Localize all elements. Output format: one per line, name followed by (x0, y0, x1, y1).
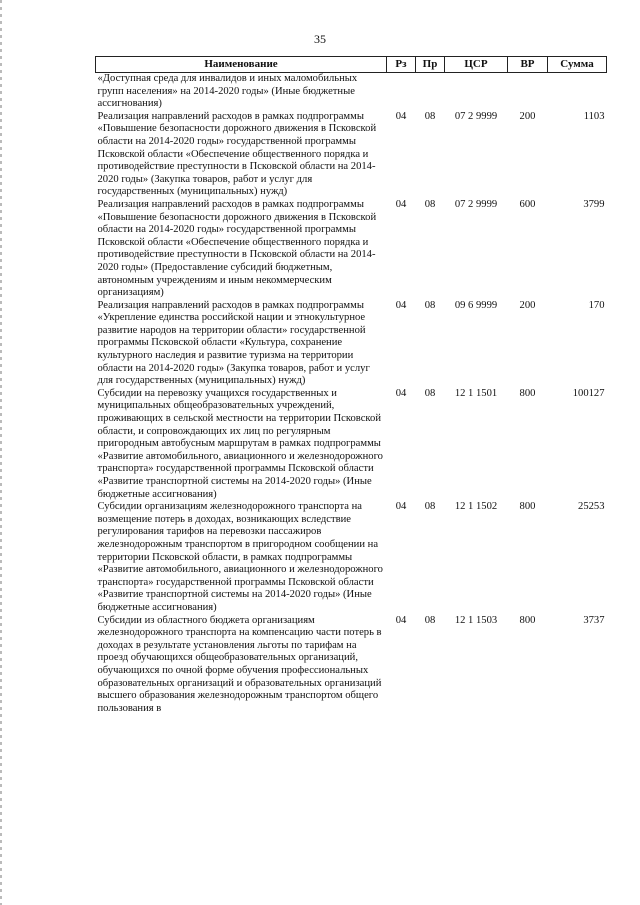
table-row (96, 300, 607, 388)
row-pr (416, 73, 445, 111)
row-name: Реализация направлений расходов в рамках подпрограммы «Укрепление единства российской нации и этнокультурное развитие народов на территории области» государственной программы Псковской области «Культура, сохранение культурного наследия и развитие туризма на территории области на 2014-2020 годы» (Закупка товаров, работ и услуг для государственных (муниципальных) нужд) (97, 299, 370, 387)
header-sum: Сумма (548, 57, 607, 73)
row-rz (387, 73, 416, 111)
row-pr: 08 (424, 501, 436, 513)
row-pr: 08 (424, 614, 436, 626)
budget-table (95, 56, 607, 715)
row-sum: 100127 (572, 387, 605, 399)
row-name: Субсидии на перевозку учащихся государственных и муниципальных общеобразовательных учреждений, проживающих в сельской местности на территории Псковской области, и сопровождающих их лиц по регулярным пригородным автобусным маршрутам в рамках подпрограммы «Развитие автомобильного, авиационного и железнодорожного транспорта» государственной программы Псковской области «Развитие транспортной системы на 2014-2020 годы» (Иные бюджетные ассигнования) (97, 387, 383, 500)
row-pr: 08 (424, 110, 436, 122)
header-name: Наименование (96, 57, 387, 73)
row-name: Субсидии организациям железнодорожного транспорта на возмещение потерь в доходах, возникающих вследствие регулирования тарифов на перевозки пассажиров железнодорожным транспортом в пригородном сообщении на территории Псковской области, в рамках подпрограммы «Развитие автомобильного, авиационного и железнодорожного транспорта» государственной программы Псковской области «Развитие транспортной системы на 2014-2020 годы» (Иные бюджетные ассигнования) (97, 501, 383, 613)
row-sum: 3799 (583, 198, 605, 210)
header-row (96, 57, 607, 73)
row-sum: 3737 (583, 614, 605, 626)
row-vr: 200 (519, 110, 536, 122)
row-vr: 600 (519, 198, 536, 210)
table-row (96, 615, 607, 716)
row-csr: 07 2 9999 (454, 198, 498, 210)
row-vr (508, 73, 548, 111)
row-vr: 800 (519, 387, 536, 399)
row-pr: 08 (424, 299, 436, 311)
header-csr: ЦСР (445, 57, 508, 73)
row-rz: 04 (395, 501, 407, 513)
row-csr: 12 1 1501 (454, 387, 498, 399)
page-number: 35 (314, 32, 326, 46)
row-vr: 800 (519, 501, 536, 513)
row-sum: 25253 (578, 501, 605, 513)
row-sum: 170 (588, 299, 605, 311)
row-csr: 12 1 1503 (454, 614, 498, 626)
row-vr: 200 (519, 299, 536, 311)
row-csr: 12 1 1502 (454, 501, 498, 513)
row-vr: 800 (519, 614, 536, 626)
row-name: Реализация направлений расходов в рамках подпрограммы «Повышение безопасности дорожного движения в Псковской области на 2014-2020 годы» государственной программы Псковской области «Обеспечение общественного порядка и противодействие преступности в Псковской области на 2014-2020 годы» (Предоставление субсидий бюджетным, автономным учреждениям и иным некоммерческим организациям) (97, 198, 377, 299)
header-pr: Пр (416, 57, 445, 73)
table-header (96, 57, 607, 73)
row-rz: 04 (395, 198, 407, 210)
row-pr: 08 (424, 387, 436, 399)
table-row (96, 73, 607, 111)
table-row (96, 111, 607, 199)
row-sum (548, 73, 607, 111)
row-rz: 04 (395, 110, 407, 122)
row-name: «Доступная среда для инвалидов и иных маломобильных групп населения» на 2014-2020 годы» (Иные бюджетные ассигнования) (97, 73, 358, 110)
row-csr: 07 2 9999 (454, 110, 498, 122)
header-rz: Рз (387, 57, 416, 73)
row-pr: 08 (424, 198, 436, 210)
row-rz: 04 (395, 299, 407, 311)
scan-edge (0, 0, 2, 905)
row-csr: 09 6 9999 (454, 299, 498, 311)
table-row (96, 199, 607, 300)
table-row (96, 501, 607, 614)
row-name: Субсидии из областного бюджета организациям железнодорожного транспорта на компенсацию части потерь в доходах в результате установления льготы по тарифам на проезд обучающихся общеобразовательных организаций, обучающихся по очной форме обучения профессиональных образовательных организаций и образовательных организаций высшего образования железнодорожным транспортом общего пользования в (97, 614, 382, 714)
row-sum: 1103 (583, 110, 605, 122)
row-csr (445, 73, 508, 111)
row-rz: 04 (395, 614, 407, 626)
table-row (96, 388, 607, 501)
header-vr: ВР (508, 57, 548, 73)
row-rz: 04 (395, 387, 407, 399)
row-name: Реализация направлений расходов в рамках подпрограммы «Повышение безопасности дорожного движения в Псковской области на 2014-2020 годы» государственной программы Псковской области «Обеспечение общественного порядка и противодействие преступности в Псковской области на 2014-2020 годы» (Закупка товаров, работ и услуг для государственных (муниципальных) нужд) (97, 110, 377, 198)
table-body (96, 73, 607, 716)
